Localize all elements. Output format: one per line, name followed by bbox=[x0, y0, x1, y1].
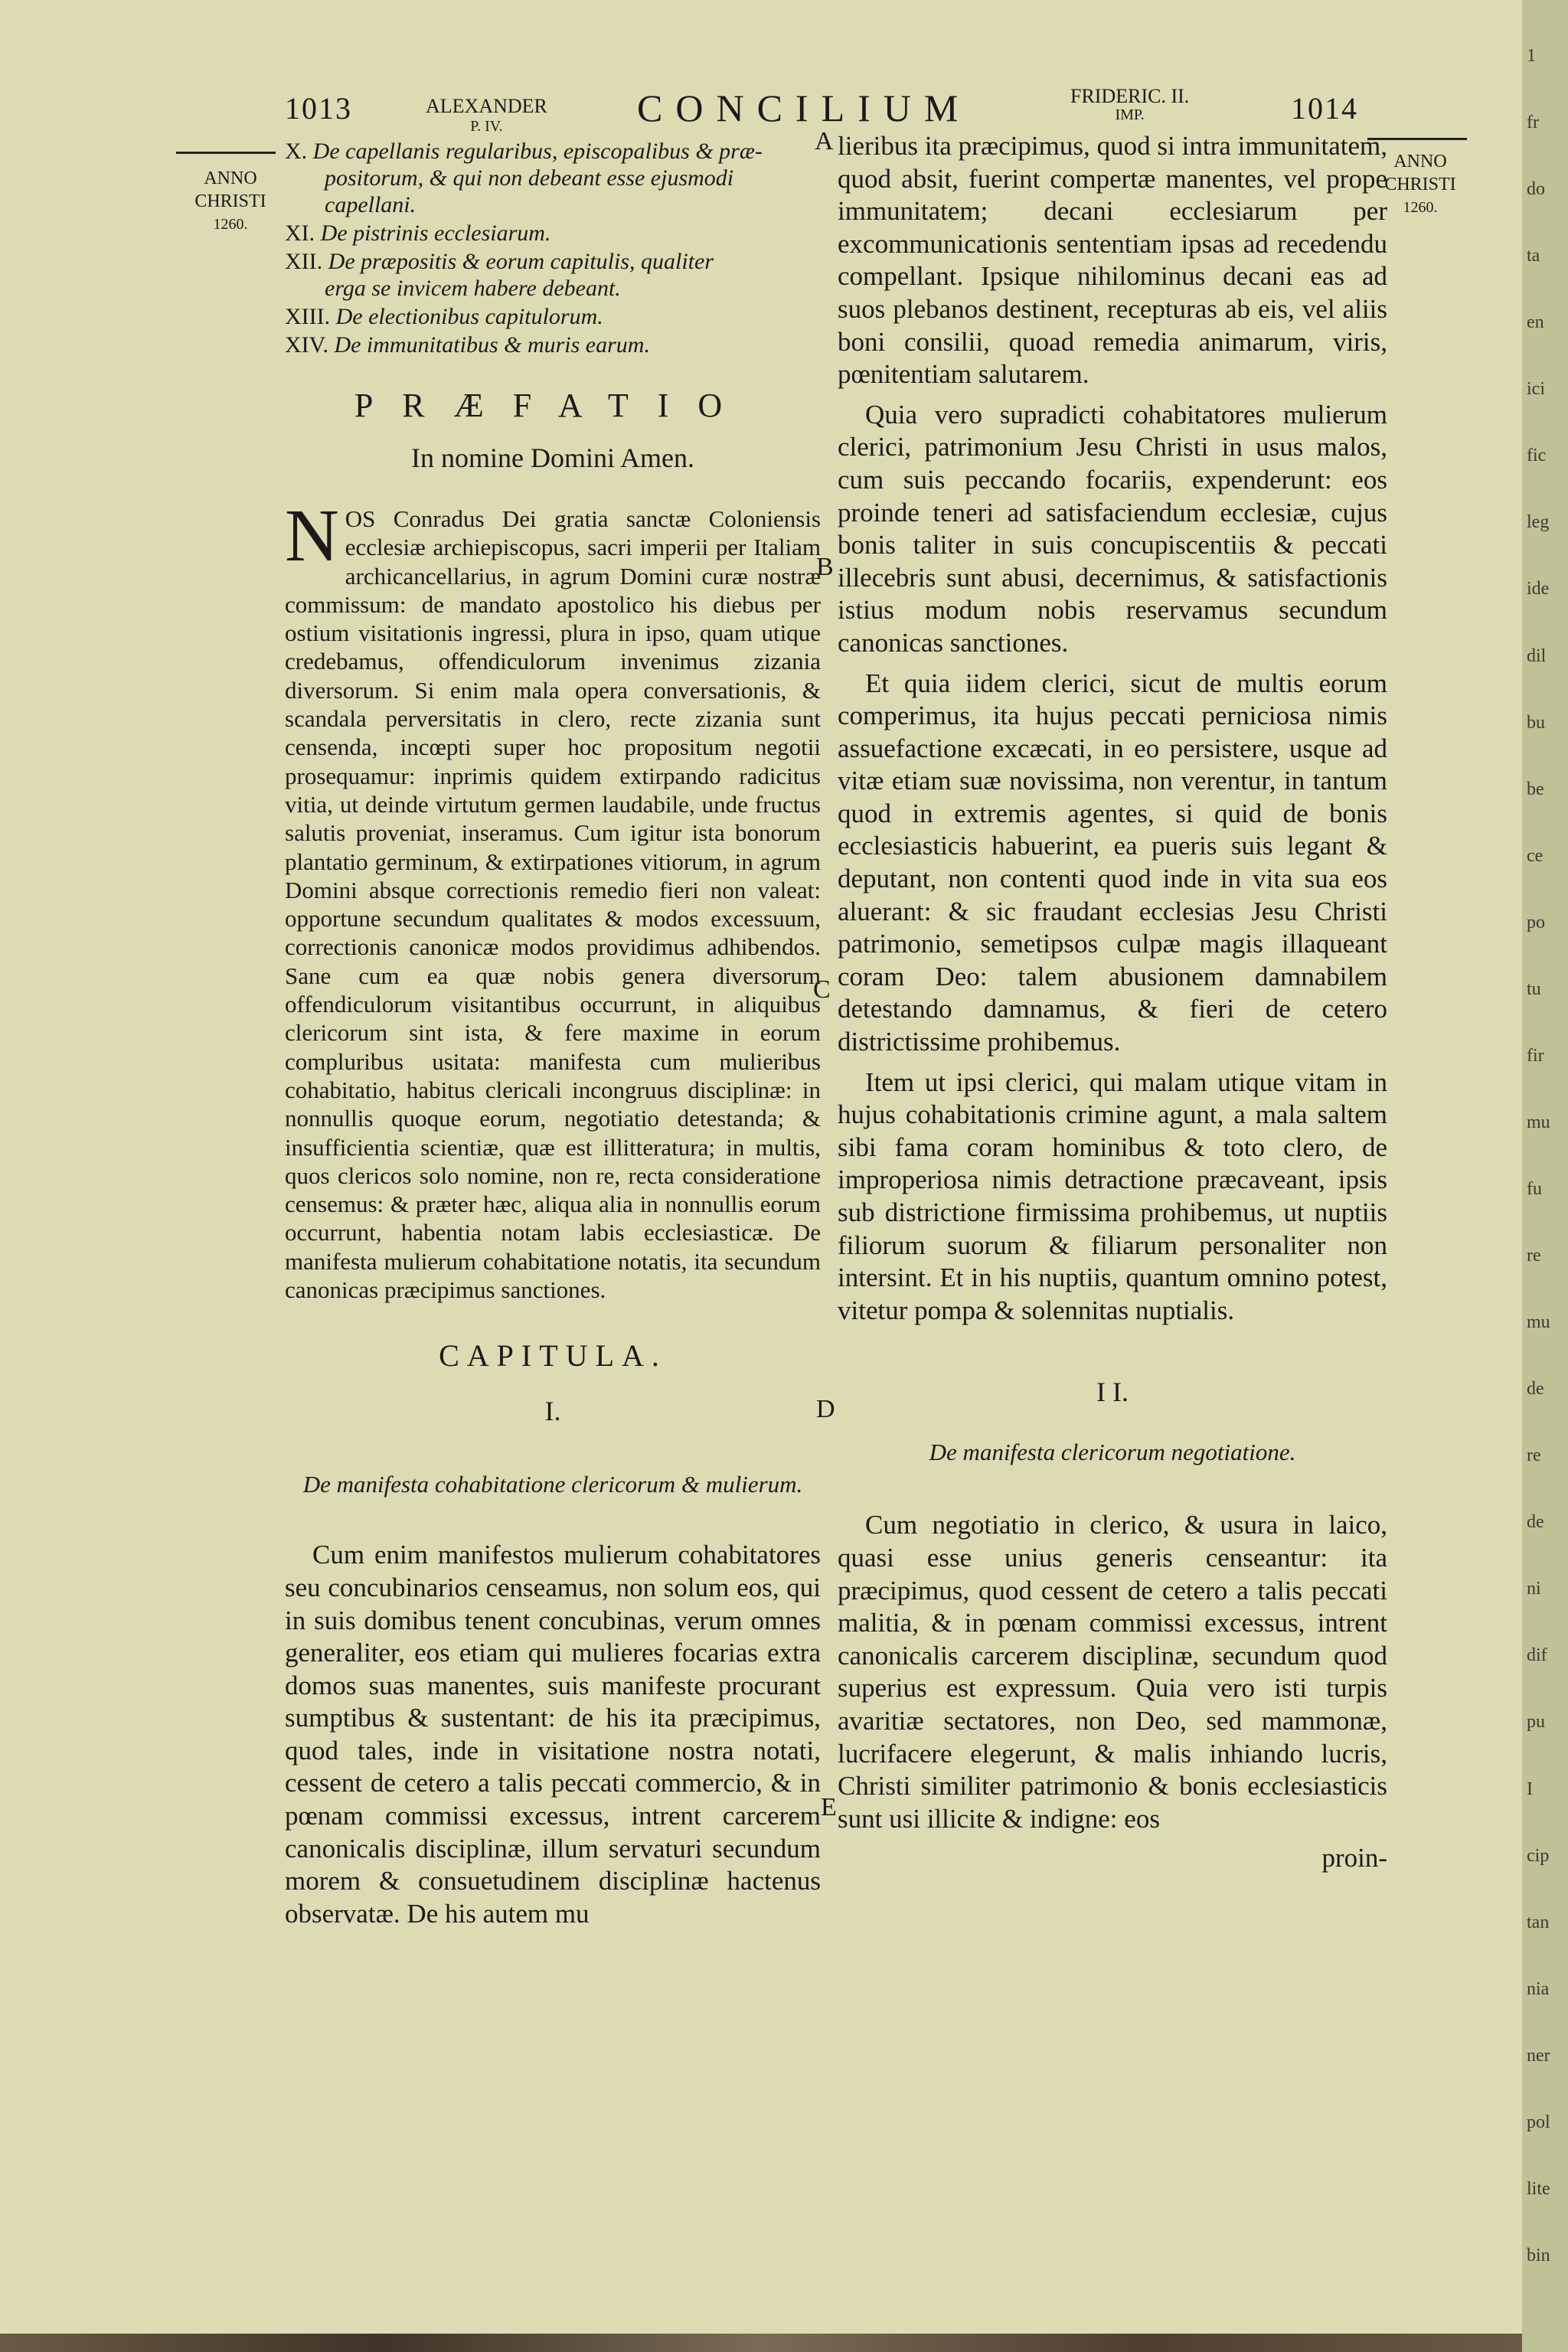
running-head-right-sub: IMP. bbox=[1115, 106, 1145, 123]
next-page-fragment: fir bbox=[1527, 1045, 1544, 1066]
left-column bbox=[285, 138, 821, 1930]
chapter-body: Cum enim manifestos mulierum cohabitatores seu concubinarios censeamus, non solum eos, qui in suis domibus tenent concubinas, verum omnes generaliter, eos etiam qui mulieres focarias extra domos suas manentes, suis manifeste procurant sumptibus & sustentant: de his ita præcipimus, quod tales, inde in visitatione nostra notati, cessent de cetero a talis peccati commercio, & in pœnam commissi excessus, intrent carcerem canonicalis disciplinæ, illum servaturi secundum morem & consuetudinem disciplinæ hactenus observatæ. De his autem mu bbox=[285, 1540, 821, 1929]
next-page-fragment: do bbox=[1527, 179, 1545, 200]
next-page-fragment: bin bbox=[1527, 2245, 1550, 2265]
running-head-left-title: ALEXANDER bbox=[426, 95, 547, 117]
list-item bbox=[285, 220, 821, 247]
paragraph: lieribus ita præcipimus, quod si intra immunitatem, quod absit, fuerint compertæ manentes, vel prope immunitatem; decani ecclesiarum per excommunicationis sententiam ipsas ad recedendu compellant. Ipsique nihilominus decani eas ad suos plebanos destinent, recepturas ab eis, vel aliis boni consilii, quoad remedia animarum, viris, pœnitentiam salutarem. bbox=[838, 131, 1387, 390]
chapter-number-heading: I. bbox=[544, 1396, 561, 1427]
preface-body: OS Conradus Dei gratia sanctæ Coloniensis ecclesiæ archiepiscopus, sacri imperii per Italiam archicancellarius, in agrum Domini curæ nostræ commissum: de mandato apostolico his diebus per ostium visitationis ingressi, plura in ipso, quam utique credebamus, offendiculorum invenimus zizania diversorum. Si enim mala opera conversationis, & scandala perversitatis in clero, recte zizania sunt censenda, incœpti super hoc propositum negotii prosequamur: inprimis quidem extirpando radicitus vitia, ut deinde virtutum germen laudabile, unde fructus salutis proveniat, inseramus. Cum igitur ista bonorum plantatio germinum, & extirpationes vitiorum, in agrum Domini absque correctionis remedio fieri non valeat: opportune secundum qualitates & modos excessuum, correctionis canonicæ modos providimus adhibendos. Sane cum ea quæ nobis genera diversorum offendiculorum visitantibus occurrunt, in aliquibus clericorum sint ista, & fere maxime in eorum compluribus usitata: manifesta cum mulieribus cohabitatio, habitus clericali incongruus disciplinæ: in nonnullis quoque eorum, negotiatio detestanda; & insufficientia scientiæ, quæ est illitteratura; in multis, quos clericos solo nomine, non re, recta consideratione censemus: & præter hæc, aliqua alia in nonnullis eorum occurrunt, habentia notam labis ecclesiasticæ. De manifesta mulierum cohabitatione notatis, ita secundum canonicas præcipimus sanctiones. bbox=[285, 505, 821, 1304]
margin-letter-b: B bbox=[816, 553, 834, 581]
christi-label: CHRISTI bbox=[1384, 175, 1456, 194]
chapter-heading: De manifesta clericorum negotiatione. bbox=[929, 1439, 1296, 1466]
next-page-fragment: mu bbox=[1527, 1312, 1550, 1333]
chapter-title: De præpositis & eorum capitulis, qualiter bbox=[328, 249, 714, 274]
chapter-number: X. bbox=[285, 139, 308, 164]
next-page-fragment: nia bbox=[1527, 1978, 1550, 1999]
chapter-title: De pistrinis ecclesiarum. bbox=[320, 220, 551, 246]
page-number-left: 1013 bbox=[285, 91, 352, 126]
chapter-heading: De manifesta cohabitatione clericorum & mulierum. bbox=[302, 1471, 803, 1498]
chapter-body: Cum negotiatio in clerico, & usura in laico, quasi esse unius generis censeantur: ita præcipimus, quod cessent de cetero a talis peccati malitia, & in pœnam commissi excessus, intrent canonicalis carcerem disciplinæ, secundum quod superius est expressum. Quia vero isti turpis avaritiæ sectatores, non Deo, sed mammonæ, lucrifacere elegerunt, & malis inhiando lucris, Christi similiter patrimonio & bonis ecclesiasticis sunt usi illicite & indigne: eos bbox=[838, 1510, 1387, 1834]
christi-label: CHRISTI bbox=[194, 191, 266, 211]
next-page-fragment: bu bbox=[1527, 712, 1545, 733]
paragraph: Item ut ipsi clerici, qui malam utique vitam in hujus cohabitationis crimine agunt, a mala saltem sibi fama coram hominibus & toto clero, de improperiosa nimis detractione præcaveant, ipsis sub districtione firmissima prohibemus, ut nuptiis filiorum suorum & filiarum personaliter non intersint. Et in his nuptiis, quantum omnino potest, vitetur pompa & solennitas nuptialis. bbox=[838, 1067, 1387, 1325]
margin-letter-c: C bbox=[813, 975, 831, 1004]
chapter-number: XIV. bbox=[285, 332, 328, 358]
chapter-number: XII. bbox=[285, 249, 323, 274]
chapter-title: De capellanis regularibus, episcopalibus & præ- bbox=[312, 139, 763, 164]
next-page-fragment: ta bbox=[1527, 246, 1540, 266]
chapter-number-heading: I I. bbox=[1096, 1377, 1129, 1408]
next-page-fragment: be bbox=[1527, 779, 1544, 799]
anno-christi-left bbox=[181, 167, 280, 236]
list-item bbox=[285, 248, 821, 302]
chapter-number: XI. bbox=[285, 220, 315, 246]
next-page-fragment: pol bbox=[1527, 2112, 1550, 2132]
invocation: In nomine Domini Amen. bbox=[411, 443, 694, 473]
preface-text bbox=[285, 495, 821, 1304]
anno-label: ANNO bbox=[204, 168, 257, 188]
book-edge bbox=[0, 2334, 1522, 2352]
running-head-right bbox=[1070, 87, 1189, 124]
next-page-fragment: cip bbox=[1527, 1845, 1550, 1866]
next-page-fragment: re bbox=[1527, 1246, 1541, 1266]
chapter-number: XIII. bbox=[285, 304, 331, 329]
chapter-title: De electionibus capitulorum. bbox=[335, 304, 603, 329]
next-page-fragment: dif bbox=[1527, 1645, 1547, 1666]
next-page-fragment: dil bbox=[1527, 645, 1547, 666]
next-page-fragment: en bbox=[1527, 312, 1544, 333]
next-page-fragment: 1 bbox=[1527, 46, 1536, 66]
next-page-fragment: tan bbox=[1527, 1912, 1550, 1932]
catchword: proin- bbox=[1321, 1843, 1387, 1873]
next-page-fragment: ce bbox=[1527, 845, 1544, 866]
list-item bbox=[285, 138, 821, 218]
anno-label: ANNO bbox=[1393, 152, 1447, 172]
next-page-fragment: ici bbox=[1527, 379, 1545, 400]
next-page-fragment: fu bbox=[1527, 1179, 1542, 1199]
margin-letter-e: E bbox=[821, 1793, 837, 1821]
paragraph: Et quia iidem clerici, sicut de multis eorum comperimus, ita hujus peccati perniciosa nimis assuefactione excæcati, in eo persistere, usque ad vitæ etiam suæ novissima, non verentur, in tantum quod in extremis agentes, si quid de bonis ecclesiasticis habuerint, ea pueris suis legant & deputant, non contenti quod inde in vita sua eos aluerant: & sic fraudant ecclesias Jesu Christi patrimonio, semetipsos culpæ magis illaqueant coram Deo: talem abusionem damnabilem detestando damnamus, & fieri de cetero districtissime prohibemus. bbox=[838, 668, 1387, 1057]
anno-year: 1260. bbox=[1403, 199, 1438, 216]
list-item bbox=[285, 303, 821, 330]
chapter-title: De immunitatibus & muris earum. bbox=[334, 332, 650, 358]
chapter-list bbox=[285, 138, 821, 358]
running-head-left bbox=[426, 96, 547, 136]
page-number-right: 1014 bbox=[1291, 91, 1358, 126]
next-page-fragment: re bbox=[1527, 1446, 1541, 1466]
right-column bbox=[838, 130, 1387, 1873]
paragraph: Quia vero supradicti cohabitatores mulierum clerici, patrimonium Jesu Christi in usus malos, cum suis peccando focariis, expenderunt: eos proinde teneri ad satisfaciendum ecclesiæ, cujus bonis taliter in suis concupiscentiis & peccati illecebris sunt abusi, decernimus, & satisfactionis istius modum nobis reservamus secundum canonicas sanctiones. bbox=[838, 399, 1387, 658]
running-head-title: CONCILIUM bbox=[637, 87, 972, 129]
anno-year: 1260. bbox=[213, 216, 248, 233]
next-page-fragment: ner bbox=[1527, 2045, 1550, 2066]
next-page-fragment: de bbox=[1527, 1512, 1544, 1533]
praefatio-heading: PRÆFATIO bbox=[354, 387, 752, 424]
next-page-fragment: pu bbox=[1527, 1712, 1545, 1733]
list-item bbox=[285, 332, 821, 358]
chapter-title-cont: erga se invicem habere debeant. bbox=[325, 276, 621, 301]
next-page-fragment: tu bbox=[1527, 978, 1541, 999]
running-head-left-sub: P. IV. bbox=[470, 118, 503, 135]
next-page-fragment: po bbox=[1527, 912, 1545, 933]
next-page-fragment: lite bbox=[1527, 2178, 1550, 2199]
margin-rule-left bbox=[176, 152, 276, 154]
next-page-fragment: mu bbox=[1527, 1112, 1550, 1132]
running-head-right-title: FRIDERIC. II. bbox=[1070, 85, 1190, 107]
margin-letter-a: A bbox=[815, 127, 834, 155]
chapter-title-cont: positorum, & qui non debeant esse ejusmodi capellani. bbox=[325, 165, 734, 217]
next-page-edge bbox=[1522, 0, 1568, 2352]
margin-letter-d: D bbox=[816, 1395, 835, 1423]
capitula-heading: CAPITULA. bbox=[439, 1338, 667, 1374]
next-page-fragment: fic bbox=[1527, 446, 1547, 466]
drop-cap: N bbox=[285, 495, 339, 577]
next-page-fragment: I bbox=[1527, 1779, 1533, 1799]
next-page-fragment: leg bbox=[1527, 512, 1550, 533]
next-page-fragment: ide bbox=[1527, 579, 1550, 599]
next-page-fragment: ni bbox=[1527, 1579, 1541, 1599]
next-page-fragment: de bbox=[1527, 1379, 1544, 1400]
next-page-fragment: fr bbox=[1527, 113, 1539, 133]
